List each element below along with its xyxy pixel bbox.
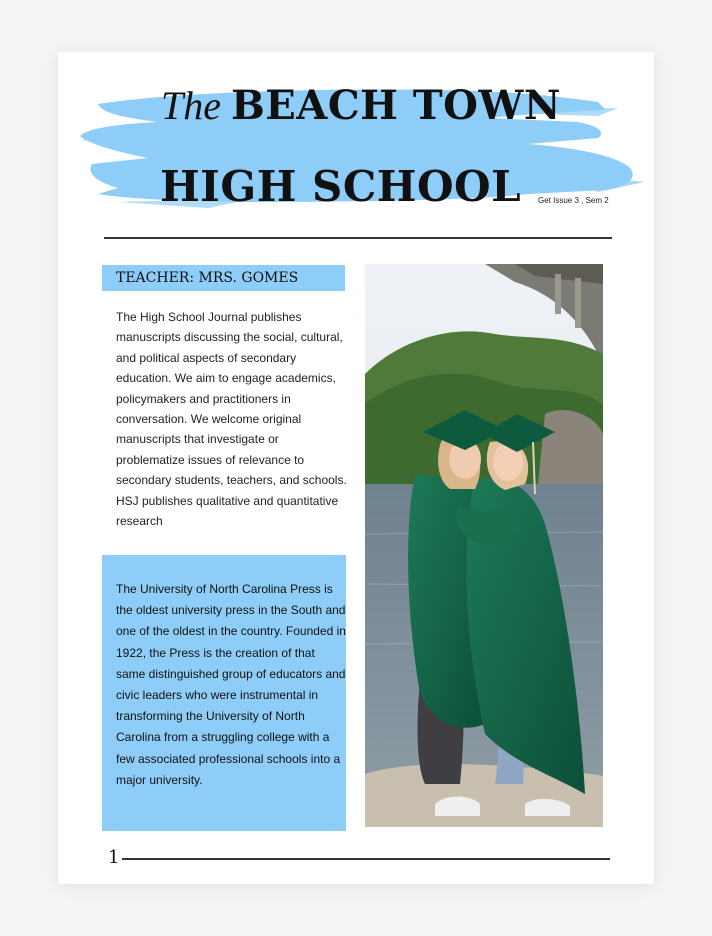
newsletter-page [58,52,654,884]
masthead-title-line1 [161,82,561,129]
graduates-photo-illustration [365,264,603,827]
teacher-label: TEACHER: MRS. GOMES [116,270,299,286]
press-box [102,555,346,831]
top-divider [104,237,612,239]
graduates-photo [365,264,603,827]
teacher-bar [102,265,345,291]
masthead-title-the: The [161,83,221,128]
masthead-title-main: BEACH TOWN [231,82,561,129]
page-number: 1 [108,847,120,868]
bottom-divider [122,858,610,860]
masthead [58,52,654,232]
press-paragraph: The University of North Carolina Press is the oldest university press in the South and one of the oldest in the country. Founded in 1922, the Press is the creation of that same distinguished group of educators and civic leaders who were instrumental in transforming the University of North Carolina from a struggling college with a few associated professional schools into a major university. [116,582,346,787]
issue-label: Get Issue 3 , Sem 2 [538,196,609,205]
masthead-title-line2: HIGH SCHOOL [160,162,522,211]
journal-paragraph: The High School Journal publishes manuscripts discussing the social, cultural, and political aspects of secondary education. We aim to engage academics, policymakers and practitioners in conversation. We welcome original manuscripts that investigate or problematize issues of relevance to secondary students, teachers, and schools. HSJ publishes qualitative and quantitative research [116,310,347,529]
